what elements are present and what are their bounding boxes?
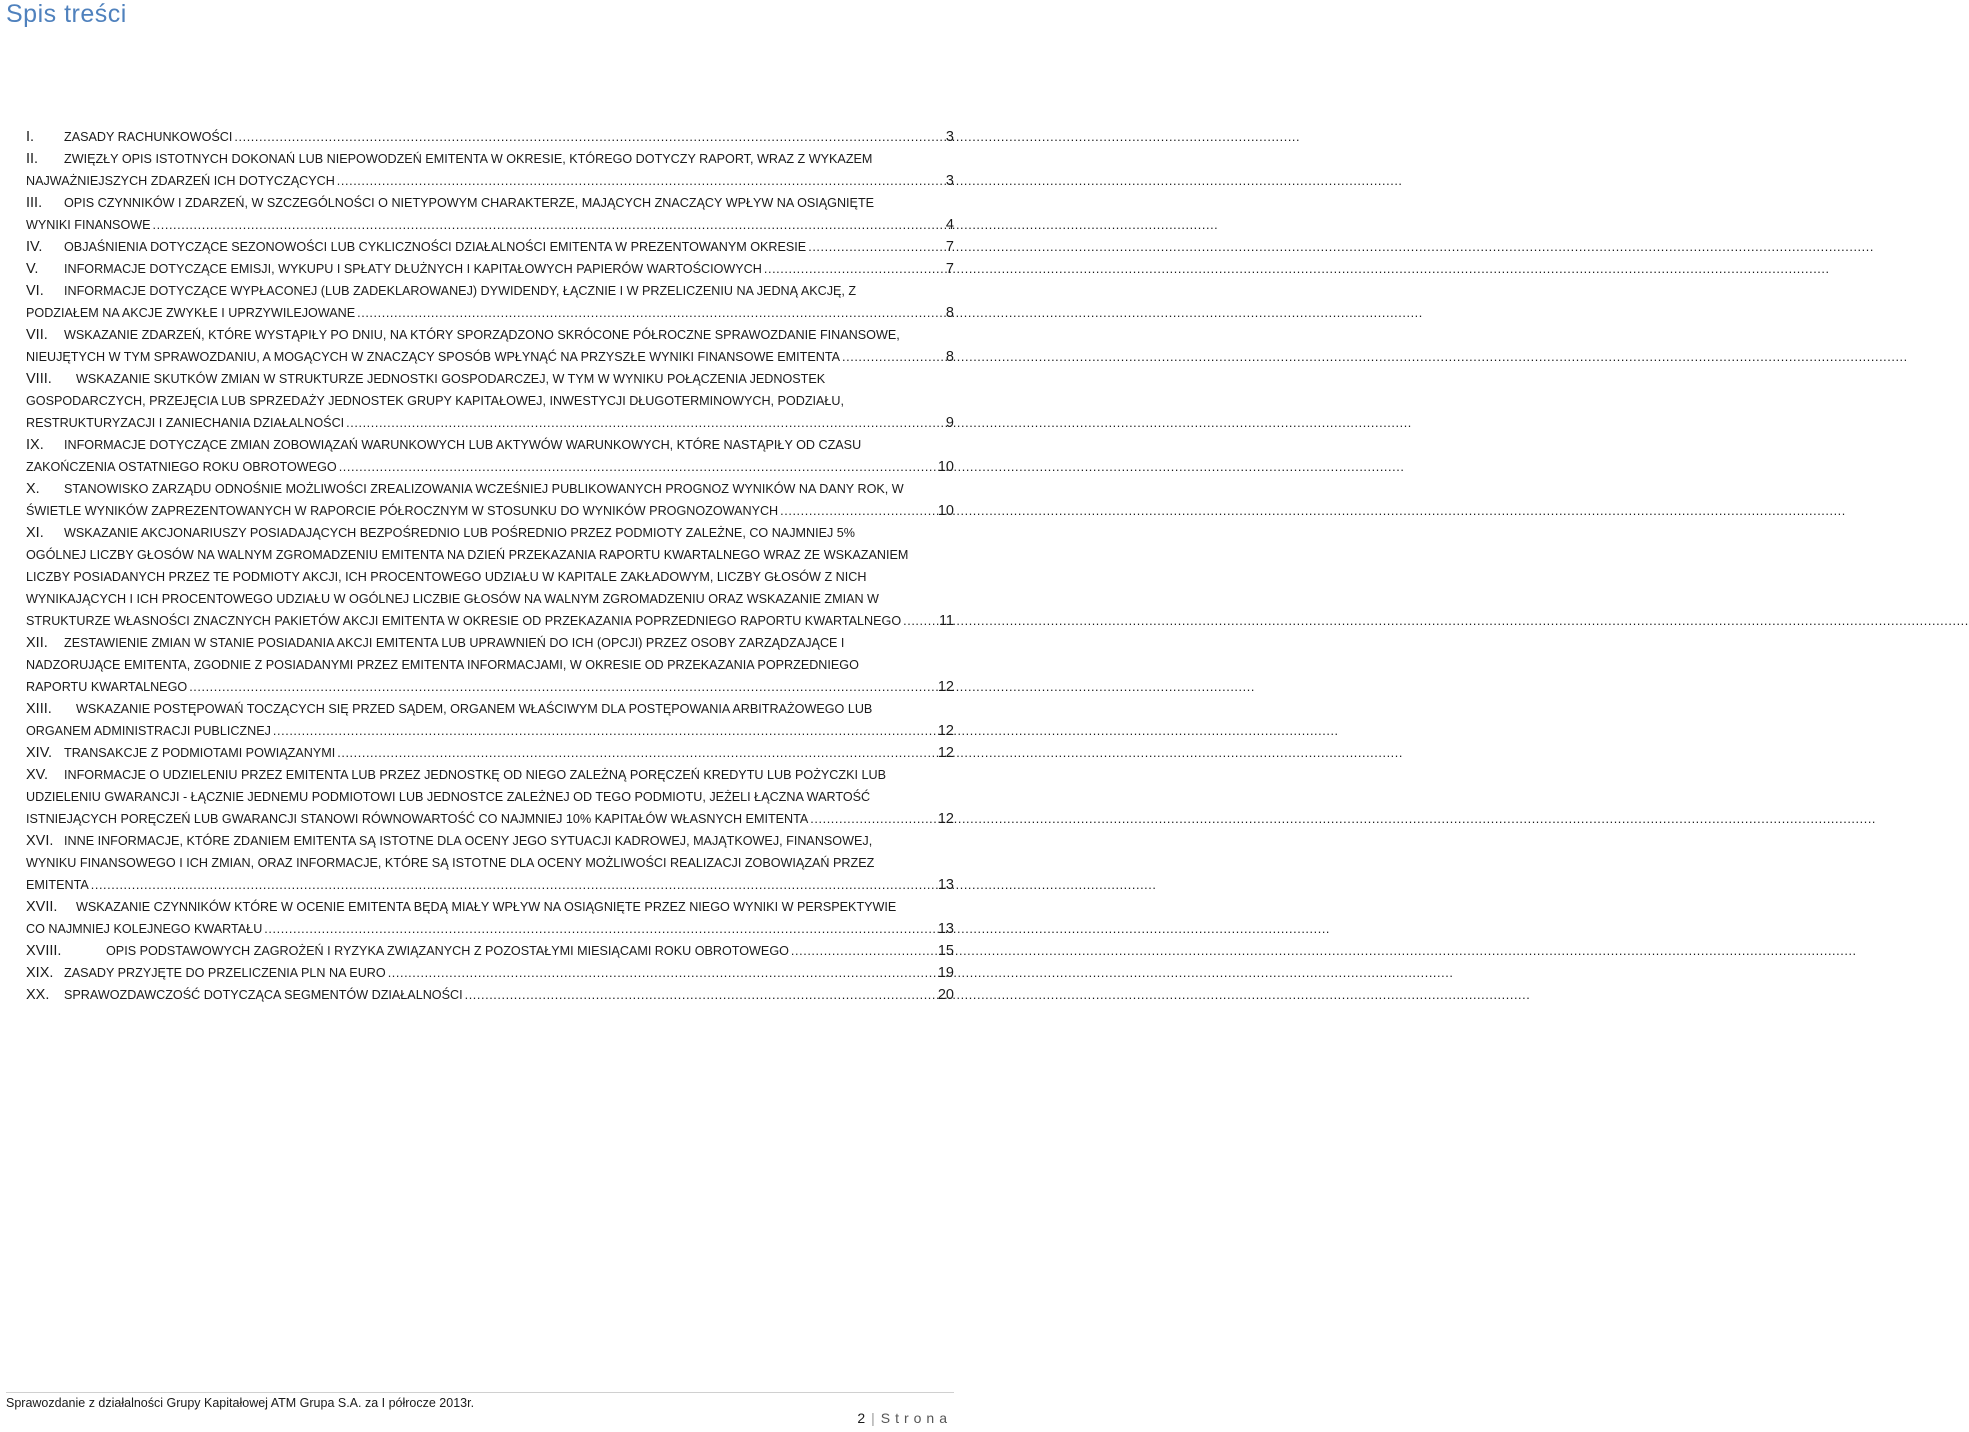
toc-dot-leader (808, 236, 944, 258)
toc-entry-title: WSKAZANIE AKCJONARIUSZY POSIADAJĄCYCH BEZPOŚREDNIO LUB POŚREDNIO PRZEZ PODMIOTY ZALEŻNE, CO NAJMNIEJ 5% (64, 526, 855, 540)
toc-entry[interactable] (26, 984, 954, 1006)
toc-entry-number: VII. (26, 327, 48, 343)
toc-entry-title: INFORMACJE DOTYCZĄCE WYPŁACONEJ (LUB ZADEKLAROWANEJ) DYWIDENDY, ŁĄCZNIE I W PRZELICZENIU NA JEDNĄ AKCJĘ, Z (64, 284, 857, 298)
toc-entry-line (26, 412, 954, 434)
toc-entry-text-wrap (26, 984, 463, 1006)
toc-entry-line (26, 852, 954, 874)
toc-entry-line (26, 676, 954, 698)
toc-entry-line (26, 698, 954, 720)
toc-entry-number: XX. (26, 987, 50, 1003)
toc-entry[interactable] (26, 522, 954, 632)
toc-entry-title: NIEUJĘTYCH W TYM SPRAWOZDANIU, A MOGĄCYCH W ZNACZĄCY SPOSÓB WPŁYNĄĆ NA PRZYSZŁE WYNIKI FINANSOWE EMITENTA (26, 350, 841, 364)
toc-entry-text-wrap (26, 940, 789, 962)
toc-dot-leader (264, 918, 936, 940)
toc-entry[interactable] (26, 896, 954, 940)
toc-entry-number: IX. (26, 437, 44, 453)
toc-entry-line (26, 566, 954, 588)
toc-entry[interactable] (26, 368, 954, 434)
toc-entry-title: WSKAZANIE CZYNNIKÓW KTÓRE W OCENIE EMITENTA BĘDĄ MIAŁY WPŁYW NA OSIĄGNIĘTE PRZEZ NIEGO WYNIKI W PERSPEKTYWIE (76, 900, 897, 914)
toc-entry[interactable] (26, 258, 954, 280)
toc-entry-title: SPRAWOZDAWCZOŚĆ DOTYCZĄCA SEGMENTÓW DZIAŁALNOŚCI (64, 988, 463, 1002)
toc-entry-page: 12 (937, 811, 954, 827)
toc-entry-title: INFORMACJE O UDZIELENIU PRZEZ EMITENTA LUB PRZEZ JEDNOSTKĘ OD NIEGO ZALEŻNĄ PORĘCZEŃ KREDYTU LUB POŻYCZKI LUB (64, 768, 886, 782)
toc-entry-title: ORGANEM ADMINISTRACJI PUBLICZNEJ (26, 724, 271, 738)
toc-entry-line (26, 500, 954, 522)
toc-entry-text-wrap (26, 676, 187, 698)
toc-entry-text-wrap (26, 126, 232, 148)
toc-entry-text-wrap (26, 856, 874, 870)
toc-entry-title: ZWIĘZŁY OPIS ISTOTNYCH DOKONAŃ LUB NIEPOWODZEŃ EMITENTA W OKRESIE, KTÓREGO DOTYCZY RAPORT, WRAZ Z WYKAZEM (64, 152, 873, 166)
toc-entry-line (26, 478, 954, 500)
toc-dot-leader (337, 742, 936, 764)
toc-entry[interactable] (26, 962, 954, 984)
toc-entry-line (26, 346, 954, 368)
toc-entry[interactable] (26, 324, 954, 368)
toc-entry-text-wrap (26, 808, 808, 830)
toc-entry-number: I. (26, 129, 35, 145)
toc-entry-text-wrap (26, 768, 886, 782)
toc-entry-number: XVIII. (26, 943, 62, 959)
toc-entry[interactable] (26, 742, 954, 764)
toc-entry-page: 8 (945, 305, 954, 321)
toc-entry-number: II. (26, 151, 39, 167)
toc-entry-text-wrap (26, 284, 856, 298)
footer-text: Sprawozdanie z działalności Grupy Kapitałowej ATM Grupa S.A. za I półrocze 2013r. (6, 1396, 475, 1410)
page-number-label (857, 1410, 952, 1426)
toc-entry-text-wrap (26, 874, 89, 896)
toc-entry-title: LICZBY POSIADANYCH PRZEZ TE PODMIOTY AKCJI, ICH PROCENTOWEGO UDZIAŁU W KAPITALE ZAKŁADOWYM, LICZBY GŁOSÓW Z NICH (26, 570, 867, 584)
toc-entry-page: 10 (937, 503, 954, 519)
toc-dot-leader (465, 984, 936, 1006)
toc-entry-number: XI. (26, 525, 44, 541)
toc-entry-text-wrap (26, 152, 872, 166)
toc-entry-line (26, 456, 954, 478)
toc-entry-title: EMITENTA (26, 878, 89, 892)
toc-entry-line (26, 896, 954, 918)
toc-entry-line (26, 390, 954, 412)
toc-entry-line (26, 544, 954, 566)
toc-entry-text-wrap (26, 258, 762, 280)
toc-entry-line (26, 588, 954, 610)
toc-entry-page: 3 (945, 173, 954, 189)
toc-entry-number: VI. (26, 283, 44, 299)
table-of-contents (26, 126, 954, 1006)
toc-entry-title: WYNIKU FINANSOWEGO I ICH ZMIAN, ORAZ INFORMACJE, KTÓRE SĄ ISTOTNE DLA OCENY MOŻLIWOŚCI REALIZACJI ZOBOWIĄZAŃ PRZEZ (26, 856, 875, 870)
toc-entry[interactable] (26, 434, 954, 478)
toc-entry-title: WSKAZANIE ZDARZEŃ, KTÓRE WYSTĄPIŁY PO DNIU, NA KTÓRY SPORZĄDZONO SKRÓCONE PÓŁROCZNE SPRAWOZDANIE FINANSOWE, (64, 328, 900, 342)
toc-entry-text-wrap (26, 372, 825, 386)
toc-entry-text-wrap (26, 328, 900, 342)
toc-entry-line (26, 236, 954, 258)
toc-entry-line (26, 522, 954, 544)
toc-entry-text-wrap (26, 834, 872, 848)
toc-entry[interactable] (26, 280, 954, 324)
toc-entry[interactable] (26, 698, 954, 742)
toc-entry-line (26, 984, 954, 1006)
toc-entry-page: 15 (937, 943, 954, 959)
toc-dot-leader (189, 676, 936, 698)
toc-dot-leader (903, 610, 937, 632)
toc-entry-title: OPIS PODSTAWOWYCH ZAGROŻEŃ I RYZYKA ZWIĄZANYCH Z POZOSTAŁYMI MIESIĄCAMI ROKU OBROTOWEGO (106, 944, 789, 958)
toc-entry-number: X. (26, 481, 40, 497)
toc-entry-line (26, 324, 954, 346)
toc-entry-number: XIX. (26, 965, 54, 981)
toc-entry-page: 4 (945, 217, 954, 233)
toc-entry-line (26, 962, 954, 984)
toc-entry-title: ISTNIEJĄCYCH PORĘCZEŃ LUB GWARANCJI STANOWI RÓWNOWARTOŚĆ CO NAJMNIEJ 10% KAPITAŁÓW WŁASNYCH EMITENTA (26, 812, 809, 826)
toc-entry-title: ZAKOŃCZENIA OSTATNIEGO ROKU OBROTOWEGO (26, 460, 337, 474)
toc-entry-title: ZESTAWIENIE ZMIAN W STANIE POSIADANIA AKCJI EMITENTA LUB UPRAWNIEŃ DO ICH (OPCJI) PRZEZ OSOBY ZARZĄDZAJĄCE I (64, 636, 845, 650)
toc-entry-text-wrap (26, 570, 866, 584)
toc-entry-line (26, 148, 954, 170)
toc-entry-title: UDZIELENIU GWARANCJI - ŁĄCZNIE JEDNEMU PODMIOTOWI LUB JEDNOSTCE ZALEŻNEJ OD TEGO PODMIOTU, JEŻELI ŁĄCZNA WARTOŚĆ (26, 790, 871, 804)
toc-entry-page: 9 (945, 415, 954, 431)
toc-dot-leader (388, 962, 936, 984)
toc-entry-page: 7 (945, 261, 954, 277)
toc-entry-line (26, 368, 954, 390)
toc-entry-line (26, 720, 954, 742)
toc-entry-line (26, 940, 954, 962)
toc-entry-line (26, 214, 954, 236)
page-title: Spis treści (6, 0, 127, 28)
toc-entry-number: IV. (26, 239, 43, 255)
toc-entry-line (26, 280, 954, 302)
toc-entry-line (26, 764, 954, 786)
toc-entry-title: INFORMACJE DOTYCZĄCE ZMIAN ZOBOWIĄZAŃ WARUNKOWYCH LUB AKTYWÓW WARUNKOWYCH, KTÓRE NASTĄPIŁY OD CZASU (64, 438, 862, 452)
toc-dot-leader (346, 412, 944, 434)
toc-dot-leader (339, 456, 936, 478)
toc-entry-text-wrap (26, 918, 262, 940)
toc-entry[interactable] (26, 192, 954, 236)
toc-entry-line (26, 632, 954, 654)
toc-entry-number: XVI. (26, 833, 54, 849)
toc-entry-title: ZASADY RACHUNKOWOŚCI (64, 130, 233, 144)
toc-entry-text-wrap (26, 456, 337, 478)
toc-entry[interactable] (26, 632, 954, 698)
toc-entry[interactable] (26, 940, 954, 962)
toc-entry-text-wrap (26, 170, 335, 192)
toc-dot-leader (764, 258, 944, 280)
toc-entry-line (26, 302, 954, 324)
toc-dot-leader (842, 346, 944, 368)
toc-entry[interactable] (26, 148, 954, 192)
toc-entry-text-wrap (26, 236, 806, 258)
page-word: Strona (880, 1410, 952, 1426)
toc-entry-line (26, 918, 954, 940)
toc-entry-number: XVII. (26, 899, 58, 915)
toc-dot-leader (810, 808, 936, 830)
toc-entry[interactable] (26, 236, 954, 258)
toc-entry-line (26, 874, 954, 896)
toc-entry-text-wrap (26, 302, 355, 324)
toc-entry-line (26, 610, 954, 632)
toc-dot-leader (337, 170, 944, 192)
toc-entry-text-wrap (26, 742, 335, 764)
toc-entry-page: 13 (937, 921, 954, 937)
toc-entry-text-wrap (26, 214, 151, 236)
toc-entry-title: ZASADY PRZYJĘTE DO PRZELICZENIA PLN NA EURO (64, 966, 386, 980)
toc-entry-title: WSKAZANIE POSTĘPOWAŃ TOCZĄCYCH SIĘ PRZED SĄDEM, ORGANEM WŁAŚCIWYM DLA POSTĘPOWANIA ARBITRAŻOWEGO LUB (76, 702, 873, 716)
toc-entry-page: 3 (945, 129, 954, 145)
toc-entry-line (26, 434, 954, 456)
toc-entry-title: OGÓLNEJ LICZBY GŁOSÓW NA WALNYM ZGROMADZENIU EMITENTA NA DZIEŃ PRZEKAZANIA RAPORTU KWARTALNEGO WRAZ ZE WSKAZANIEM (26, 548, 909, 562)
toc-entry-title: GOSPODARCZYCH, PRZEJĘCIA LUB SPRZEDAŻY JEDNOSTEK GRUPY KAPITAŁOWEJ, INWESTYCJI DŁUGOTERMINOWYCH, PODZIAŁU, (26, 394, 845, 408)
toc-entry-title: RESTRUKTURYZACJI I ZANIECHANIA DZIAŁALNOŚCI (26, 416, 345, 430)
toc-entry-page: 10 (937, 459, 954, 475)
toc-entry-text-wrap (26, 482, 904, 496)
toc-entry-title: INFORMACJE DOTYCZĄCE EMISJI, WYKUPU I SPŁATY DŁUŻNYCH I KAPITAŁOWYCH PAPIERÓW WARTOŚCIOWYCH (64, 262, 762, 276)
toc-entry-number: III. (26, 195, 43, 211)
toc-entry-line (26, 170, 954, 192)
toc-entry-title: NADZORUJĄCE EMITENTA, ZGODNIE Z POSIADANYMI PRZEZ EMITENTA INFORMACJAMI, W OKRESIE OD PRZEKAZANIA POPRZEDNIEGO (26, 658, 859, 672)
toc-entry-line (26, 192, 954, 214)
toc-entry[interactable] (26, 478, 954, 522)
toc-entry-line (26, 126, 954, 148)
toc-entry-title: CO NAJMNIEJ KOLEJNEGO KWARTAŁU (26, 922, 263, 936)
toc-entry-page: 12 (937, 745, 954, 761)
toc-entry-page: 19 (937, 965, 954, 981)
toc-entry-text-wrap (26, 196, 874, 210)
toc-entry-page: 11 (938, 613, 954, 629)
toc-entry-page: 8 (945, 349, 954, 365)
toc-entry[interactable] (26, 126, 954, 148)
toc-entry-page: 12 (937, 723, 954, 739)
toc-entry-text-wrap (26, 900, 896, 914)
toc-entry-line (26, 258, 954, 280)
toc-entry[interactable] (26, 830, 954, 896)
toc-entry-text-wrap (26, 438, 861, 452)
toc-entry-title: NAJWAŻNIEJSZYCH ZDARZEŃ ICH DOTYCZĄCYCH (26, 174, 335, 188)
toc-entry-title: ŚWIETLE WYNIKÓW ZAPREZENTOWANYCH W RAPORCIE PÓŁROCZNYM W STOSUNKU DO WYNIKÓW PROGNOZOWANYCH (26, 504, 779, 518)
toc-entry-text-wrap (26, 610, 901, 632)
toc-entry-title: WYNIKI FINANSOWE (26, 218, 151, 232)
toc-entry-text-wrap (26, 592, 879, 606)
toc-entry-text-wrap (26, 394, 844, 408)
toc-entry-number: XII. (26, 635, 48, 651)
toc-entry-title: STRUKTURZE WŁASNOŚCI ZNACZNYCH PAKIETÓW AKCJI EMITENTA W OKRESIE OD PRZEKAZANIA POPRZEDNIEGO RAPORTU KWARTALNEGO (26, 614, 902, 628)
toc-dot-leader (273, 720, 936, 742)
toc-entry-text-wrap (26, 412, 344, 434)
toc-entry-number: VIII. (26, 371, 52, 387)
toc-entry-title: INNE INFORMACJE, KTÓRE ZDANIEM EMITENTA SĄ ISTOTNE DLA OCENY JEGO SYTUACJI KADROWEJ, MAJĄTKOWEJ, FINANSOWEJ, (64, 834, 873, 848)
page-number: 2 (857, 1410, 866, 1426)
toc-dot-leader (234, 126, 944, 148)
toc-dot-leader (153, 214, 944, 236)
toc-entry-title: RAPORTU KWARTALNEGO (26, 680, 188, 694)
toc-entry-number: V. (26, 261, 39, 277)
toc-entry-text-wrap (26, 548, 908, 562)
toc-entry-title: OPIS CZYNNIKÓW I ZDARZEŃ, W SZCZEGÓLNOŚCI O NIETYPOWYM CHARAKTERZE, MAJĄCYCH ZNACZĄCY WPŁYW NA OSIĄGNIĘTE (64, 196, 875, 210)
toc-dot-leader (791, 940, 936, 962)
toc-dot-leader (357, 302, 944, 324)
toc-entry-text-wrap (26, 790, 870, 804)
toc-entry-line (26, 786, 954, 808)
toc-dot-leader (91, 874, 936, 896)
toc-entry-text-wrap (26, 500, 778, 522)
toc-entry-page: 12 (937, 679, 954, 695)
toc-entry-number: XV. (26, 767, 49, 783)
toc-entry-text-wrap (26, 346, 840, 368)
toc-entry-page: 20 (937, 987, 954, 1003)
toc-entry-title: OBJAŚNIENIA DOTYCZĄCE SEZONOWOŚCI LUB CYKLICZNOŚCI DZIAŁALNOŚCI EMITENTA W PREZENTOWANYM OKRESIE (64, 240, 807, 254)
toc-entry-text-wrap (26, 720, 271, 742)
toc-entry-line (26, 830, 954, 852)
toc-entry-text-wrap (26, 526, 855, 540)
page-separator: | (871, 1410, 875, 1426)
toc-entry-title: STANOWISKO ZARZĄDU ODNOŚNIE MOŻLIWOŚCI ZREALIZOWANIA WCZEŚNIEJ PUBLIKOWANYCH PROGNOZ WYNIKÓW NA DANY ROK, W (64, 482, 904, 496)
toc-entry-text-wrap (26, 702, 872, 716)
toc-entry[interactable] (26, 764, 954, 830)
toc-entry-title: WSKAZANIE SKUTKÓW ZMIAN W STRUKTURZE JEDNOSTKI GOSPODARCZEJ, W TYM W WYNIKU POŁĄCZENIA JEDNOSTEK (76, 372, 826, 386)
footer-divider (6, 1392, 954, 1393)
toc-entry-line (26, 742, 954, 764)
toc-entry-page: 7 (945, 239, 954, 255)
toc-entry-page: 13 (937, 877, 954, 893)
toc-entry-title: WYNIKAJĄCYCH I ICH PROCENTOWEGO UDZIAŁU W OGÓLNEJ LICZBIE GŁOSÓW NA WALNYM ZGROMADZENIU ORAZ WSKAZANIE ZMIAN W (26, 592, 879, 606)
toc-entry-line (26, 808, 954, 830)
toc-entry-text-wrap (26, 658, 859, 672)
toc-entry-number: XIII. (26, 701, 52, 717)
toc-entry-text-wrap (26, 962, 386, 984)
toc-entry-number: XIV. (26, 745, 53, 761)
toc-entry-text-wrap (26, 636, 844, 650)
toc-entry-title: PODZIAŁEM NA AKCJE ZWYKŁE I UPRZYWILEJOWANE (26, 306, 356, 320)
toc-entry-line (26, 654, 954, 676)
toc-dot-leader (780, 500, 936, 522)
toc-entry-title: TRANSAKCJE Z PODMIOTAMI POWIĄZANYMI (64, 746, 336, 760)
